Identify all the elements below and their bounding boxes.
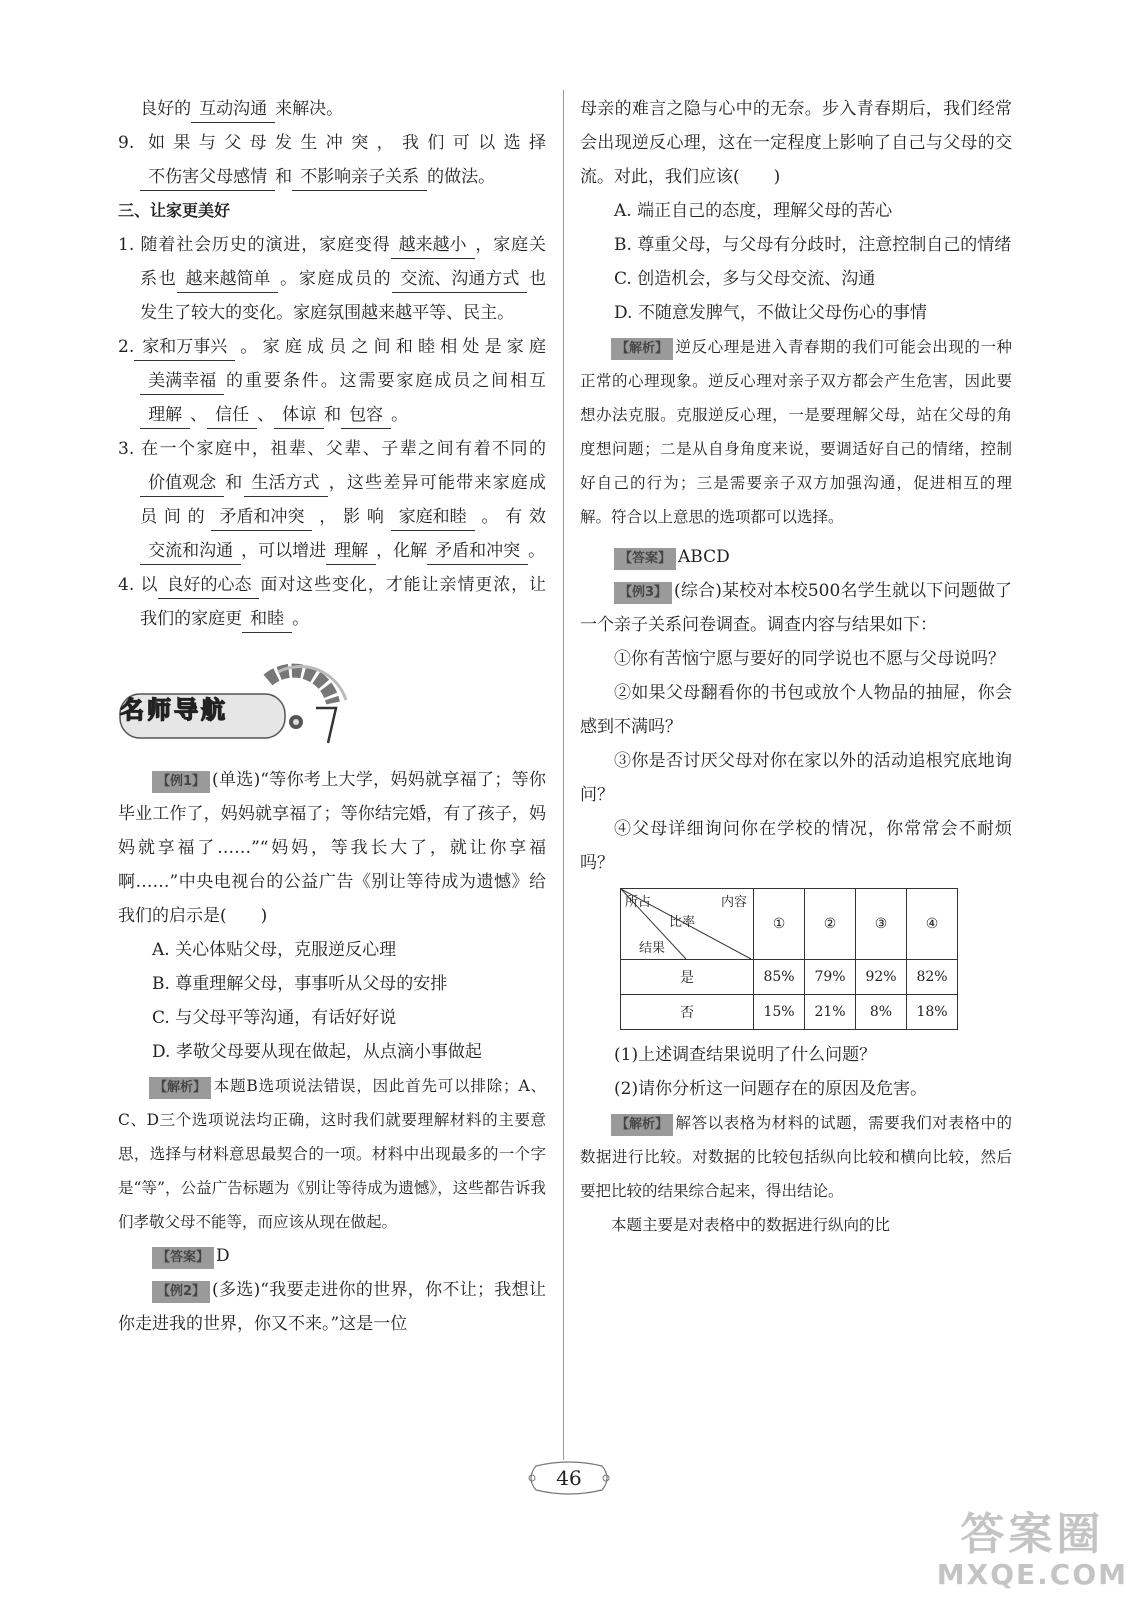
row-label: 是 bbox=[621, 960, 754, 995]
section-heading: 三、让家更美好 bbox=[118, 201, 231, 220]
watermark bbox=[937, 1510, 1128, 1590]
question: (2)请你分析这一问题存在的原因及危害。 bbox=[614, 1079, 928, 1099]
blank-answer: 交流、沟通方式 bbox=[392, 266, 527, 293]
col-header: ① bbox=[754, 889, 805, 960]
column-divider bbox=[563, 90, 564, 1460]
blank-answer: 越来越小 bbox=[391, 232, 475, 259]
analysis-tag: 【解析】 bbox=[611, 1114, 673, 1136]
header-rate: 比率 bbox=[669, 915, 696, 930]
example-tag: 【例1】 bbox=[152, 771, 210, 793]
analysis-tag: 【解析】 bbox=[149, 1077, 211, 1099]
table-cell: 92% bbox=[856, 960, 907, 995]
example-2-continued: 母亲的难言之隐与心中的无奈。步入青春期后，我们经常会出现逆反心理，这在一定程度上影响了自己与父母的交流。对此，我们应该( ) bbox=[580, 99, 1012, 187]
page-number-box bbox=[524, 1458, 614, 1498]
table-cell: 79% bbox=[805, 960, 856, 995]
table-cell: 85% bbox=[754, 960, 805, 995]
answer-tag: 【答案】 bbox=[152, 1247, 214, 1269]
survey-item: ①你有苦恼宁愿与要好的同学说也不愿与父母说吗？ bbox=[614, 649, 1005, 669]
blank-answer: 互动沟通 bbox=[191, 96, 275, 123]
option-a: A. 关心体贴父母，克服逆反心理 bbox=[152, 940, 397, 960]
blank-answer: 包容 bbox=[341, 402, 391, 429]
item-4: 4. 以 良好的心态 面对这些变化，才能让亲情更浓，让我们的家庭更 和睦 。 bbox=[118, 568, 546, 636]
option-c: C. 创造机会，多与父母交流、沟通 bbox=[614, 269, 876, 289]
option-b: B. 尊重父母，与父母有分歧时，注意控制自己的情绪 bbox=[614, 235, 1012, 255]
table-cell: 21% bbox=[805, 995, 856, 1030]
blank-answer: 交流和沟通 bbox=[140, 538, 241, 565]
analysis: 【解析】 逆反心理是进入青春期的我们可能会出现的一种正常的心理现象。逆反心理对亲子双方都会产生危害，因此要想办法克服。克服逆反心理，一是要理解父母，站在父母的角度想问题；二是从自身角度来说，要调适好自己的情绪，控制好自己的行为；三是需要亲子双方加强沟通，促进相互的理解。符合以上意思的选项都可以选择。 bbox=[580, 338, 1012, 526]
option-a: A. 端正自己的态度，理解父母的苦心 bbox=[614, 201, 893, 221]
header-suozhan: 所占 bbox=[625, 895, 652, 910]
header-result: 结果 bbox=[639, 941, 666, 956]
masthead-title: 名师导航 bbox=[120, 696, 228, 724]
blank-answer: 良好的心态 bbox=[158, 572, 259, 599]
table-cell: 8% bbox=[856, 995, 907, 1030]
answer-tag: 【答案】 bbox=[614, 548, 676, 570]
blank-answer: 信任 bbox=[207, 402, 257, 429]
blank-answer: 价值观念 bbox=[140, 470, 224, 497]
blank-answer: 家庭和睦 bbox=[391, 504, 475, 531]
example-tag: 【例2】 bbox=[152, 1281, 210, 1303]
survey-table bbox=[620, 888, 958, 1030]
question: (1)上述调查结果说明了什么问题？ bbox=[614, 1045, 877, 1065]
option-c: C. 与父母平等沟通，有话好好说 bbox=[152, 1008, 397, 1028]
page-number: 46 bbox=[556, 1466, 582, 1490]
example-3: 【例3】 (综合)某校对本校500名学生就以下问题做了一个亲子关系问卷调查。调查内容与结果如下： bbox=[580, 581, 1012, 635]
analysis-continued: 本题主要是对表格中的数据进行纵向的比 bbox=[611, 1216, 891, 1234]
table-row bbox=[621, 960, 958, 995]
blank-answer: 不伤害父母感情 bbox=[140, 164, 275, 191]
option-b: B. 尊重理解父母，事事听从父母的安排 bbox=[152, 974, 448, 994]
example-2: 【例2】 (多选)“我要走进你的世界，你不让；我想让你走进我的世界，你又不来。”这是一位 bbox=[118, 1280, 546, 1334]
blank-answer: 和睦 bbox=[242, 606, 292, 633]
col-header: ③ bbox=[856, 889, 907, 960]
item-2: 2. 家和万事兴 。家庭成员之间和睦相处是家庭美满幸福 的重要条件。这需要家庭成员之间相互理解 、 信任 、 体谅 和 包容 。 bbox=[118, 330, 546, 432]
table-cell: 82% bbox=[907, 960, 958, 995]
col-header: ④ bbox=[907, 889, 958, 960]
filled-line: 良好的 互动沟通 来解决。 bbox=[118, 92, 546, 126]
table-row bbox=[621, 995, 958, 1030]
blank-answer: 家和万事兴 bbox=[134, 334, 235, 361]
blank-answer: 不影响亲子关系 bbox=[292, 164, 427, 191]
analysis: 【解析】 解答以表格为材料的试题，需要我们对表格中的数据进行比较。对数据的比较包括纵向比较和横向比较，然后要把比较的结果综合起来，得出结论。 bbox=[580, 1114, 1012, 1200]
table-cell: 18% bbox=[907, 995, 958, 1030]
example-1: 【例1】 (单选)“等你考上大学，妈妈就享福了；等你毕业工作了，妈妈就享福了；等你结完婚，有了孩子，妈妈就享福了……”“妈妈，等我长大了，就让你享福啊……”中央电视台的公益广告《别让等待成为遗憾》给我们的启示是( ) bbox=[118, 770, 546, 926]
blank-answer: 美满幸福 bbox=[140, 368, 224, 395]
blank-answer: 体谅 bbox=[274, 402, 324, 429]
item-1: 1. 随着社会历史的演进，家庭变得 越来越小 ，家庭关系也 越来越简单 。家庭成员的 交流、沟通方式 也发生了较大的变化。家庭氛围越来越平等、民主。 bbox=[118, 228, 546, 330]
blank-answer: 理解 bbox=[326, 538, 376, 565]
table-corner-header bbox=[621, 889, 754, 960]
analysis: 【解析】 本题B选项说法错误，因此首先可以排除；A、C、D三个选项说法均正确，这时我们就要理解材料的主要意思，选择与材料意思最契合的一项。材料中出现最多的一个字是“等”，公益广告标题为《别让等待成为遗憾》，这些都告诉我们孝敬父母不能等，而应该从现在做起。 bbox=[118, 1077, 546, 1231]
survey-item: ④父母详细询问你在学校的情况，你常常会不耐烦吗？ bbox=[580, 819, 1012, 873]
blank-answer: 矛盾和冲突 bbox=[211, 504, 312, 531]
col-header: ② bbox=[805, 889, 856, 960]
survey-item: ③你是否讨厌父母对你在家以外的活动追根究底地询问？ bbox=[580, 751, 1012, 805]
blank-answer: 生活方式 bbox=[244, 470, 328, 497]
answer: 【答案】 D bbox=[118, 1239, 546, 1273]
example-tag: 【例3】 bbox=[614, 582, 672, 604]
left-column bbox=[118, 92, 546, 1341]
option-d: D. 不随意发脾气，不做让父母伤心的事情 bbox=[614, 303, 927, 323]
table-header-row bbox=[621, 889, 958, 960]
masthead-banner bbox=[118, 648, 546, 753]
header-content: 内容 bbox=[720, 895, 747, 910]
right-column bbox=[580, 92, 1012, 1242]
row-label: 否 bbox=[621, 995, 754, 1030]
answer: 【答案】 ABCD bbox=[580, 540, 1012, 574]
watermark-url: MXQE.COM bbox=[936, 1558, 1128, 1591]
analysis-tag: 【解析】 bbox=[611, 338, 673, 360]
blank-answer: 越来越简单 bbox=[177, 266, 278, 293]
survey-item: ②如果父母翻看你的书包或放个人物品的抽屉，你会感到不满吗？ bbox=[580, 683, 1012, 737]
item-3: 3. 在一个家庭中，祖辈、父辈、子辈之间有着不同的价值观念 和 生活方式 ，这些差异可能带来家庭成员间的 矛盾和冲突 ，影响 家庭和睦 。有效交流和沟通 ，可以增进 理解 ，化解 矛盾和冲突 。 bbox=[118, 432, 546, 568]
option-d: D. 孝敬父母要从现在做起，从点滴小事做起 bbox=[152, 1042, 482, 1062]
blank-answer: 理解 bbox=[140, 402, 190, 429]
table-cell: 15% bbox=[754, 995, 805, 1030]
question-9: 9. 如果与父母发生冲突，我们可以选择不伤害父母感情 和 不影响亲子关系 的做法。 bbox=[118, 126, 546, 194]
blank-answer: 矛盾和冲突 bbox=[427, 538, 528, 565]
watermark-title: 答案圈 bbox=[960, 1509, 1105, 1560]
